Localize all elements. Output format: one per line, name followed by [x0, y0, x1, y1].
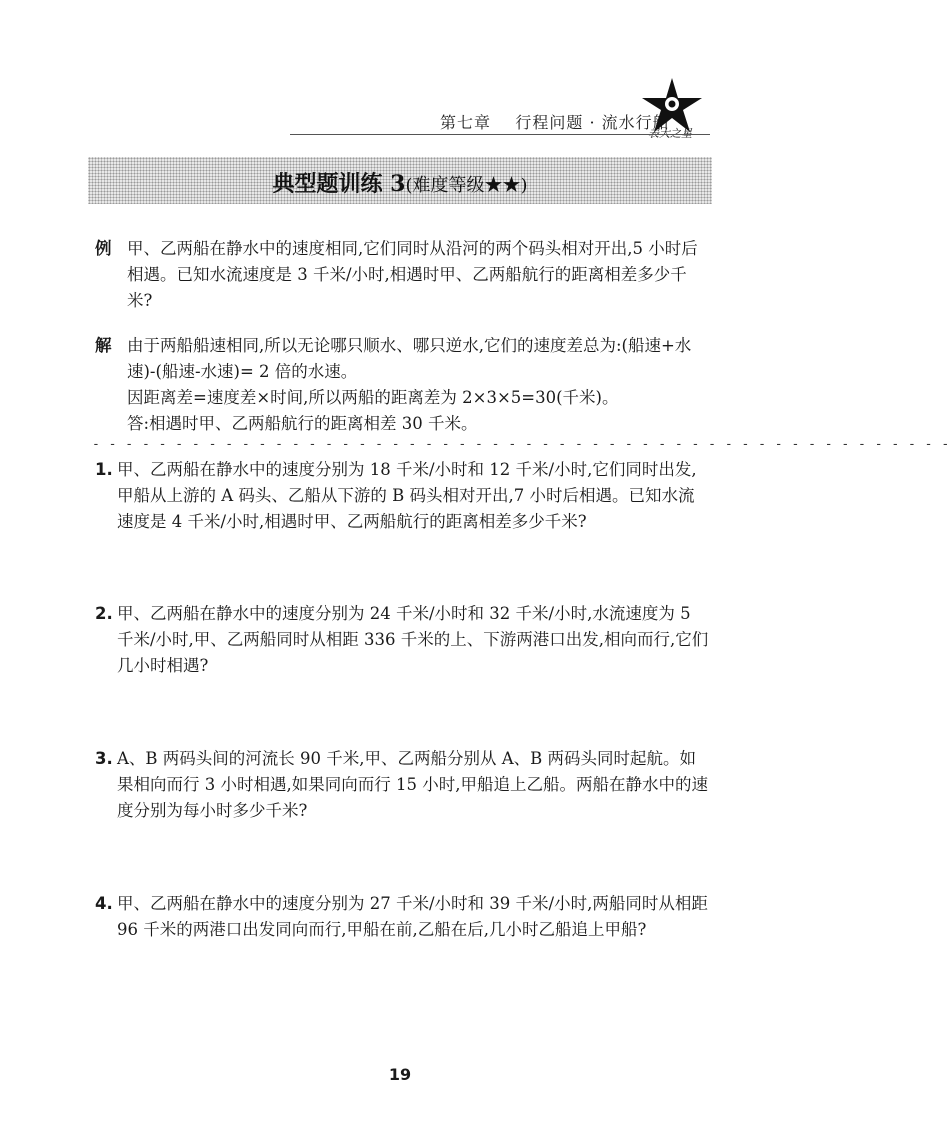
title-difficulty: (难度等级★★) [405, 175, 528, 196]
question-text: 甲、乙两船在静水中的速度分别为 24 千米/小时和 32 千米/小时,水流速度为 5 千米/小时,甲、乙两船同时从相距 336 千米的上、下游两港口出发,相向而行,它们几小时相遇? [117, 604, 709, 675]
question-text: A、B 两码头间的河流长 90 千米,甲、乙两船分别从 A、B 两码头同时起航。如果相向而行 3 小时相遇,如果同向而行 15 小时,甲船追上乙船。两船在静水中的速度分别为每小时多少千米? [117, 749, 708, 820]
example-label: 例 [95, 239, 112, 258]
header-divider [290, 134, 710, 135]
section-title-banner [88, 157, 712, 204]
solution-block [95, 333, 710, 437]
chapter-label: 第七章 [440, 113, 492, 132]
star-logo-icon [640, 76, 706, 138]
section-title [88, 167, 712, 198]
example-block [95, 236, 710, 314]
question-number: 2. [95, 604, 113, 623]
dashed-separator: - - - - - - - - - - - - - - - - - - - - - - - - - - - - - - - - - - - - - - - - - - - - - - - - - - - - [92, 437, 950, 452]
brand-text: 表大之星 [648, 127, 692, 140]
question-number: 3. [95, 749, 113, 768]
solution-label: 解 [95, 336, 112, 355]
question-1 [95, 457, 710, 535]
title-main: 典型题训练 3 [272, 171, 406, 197]
solution-line: 因距离差=速度差×时间,所以两船的距离差为 2×3×5=30(千米)。 [127, 388, 619, 407]
question-text: 甲、乙两船在静水中的速度分别为 27 千米/小时和 39 千米/小时,两船同时从相距 96 千米的两港口出发同向而行,甲船在前,乙船在后,几小时乙船追上甲船? [117, 894, 708, 939]
question-number: 1. [95, 460, 113, 479]
question-number: 4. [95, 894, 113, 913]
question-2 [95, 601, 710, 679]
solution-line: 由于两船船速相同,所以无论哪只顺水、哪只逆水,它们的速度差总为:(船速+水速)-(船速-水速)= 2 倍的水速。 [127, 336, 692, 381]
solution-answer: 答:相遇时甲、乙两船航行的距离相差 30 千米。 [127, 414, 478, 433]
example-text: 甲、乙两船在静水中的速度相同,它们同时从沿河的两个码头相对开出,5 小时后相遇。已知水流速度是 3 千米/小时,相遇时甲、乙两船航行的距离相差多少千米? [127, 239, 698, 310]
question-4 [95, 891, 710, 943]
page-number: 19 [388, 1065, 412, 1084]
question-3 [95, 746, 710, 824]
running-header [440, 110, 670, 133]
topic-label: 行程问题 · 流水行船 [515, 113, 670, 132]
question-text: 甲、乙两船在静水中的速度分别为 18 千米/小时和 12 千米/小时,它们同时出发,甲船从上游的 A 码头、乙船从下游的 B 码头相对开出,7 小时后相遇。已知水流速度是 4 千米/小时,相遇时甲、乙两船航行的距离相差多少千米? [117, 460, 697, 531]
